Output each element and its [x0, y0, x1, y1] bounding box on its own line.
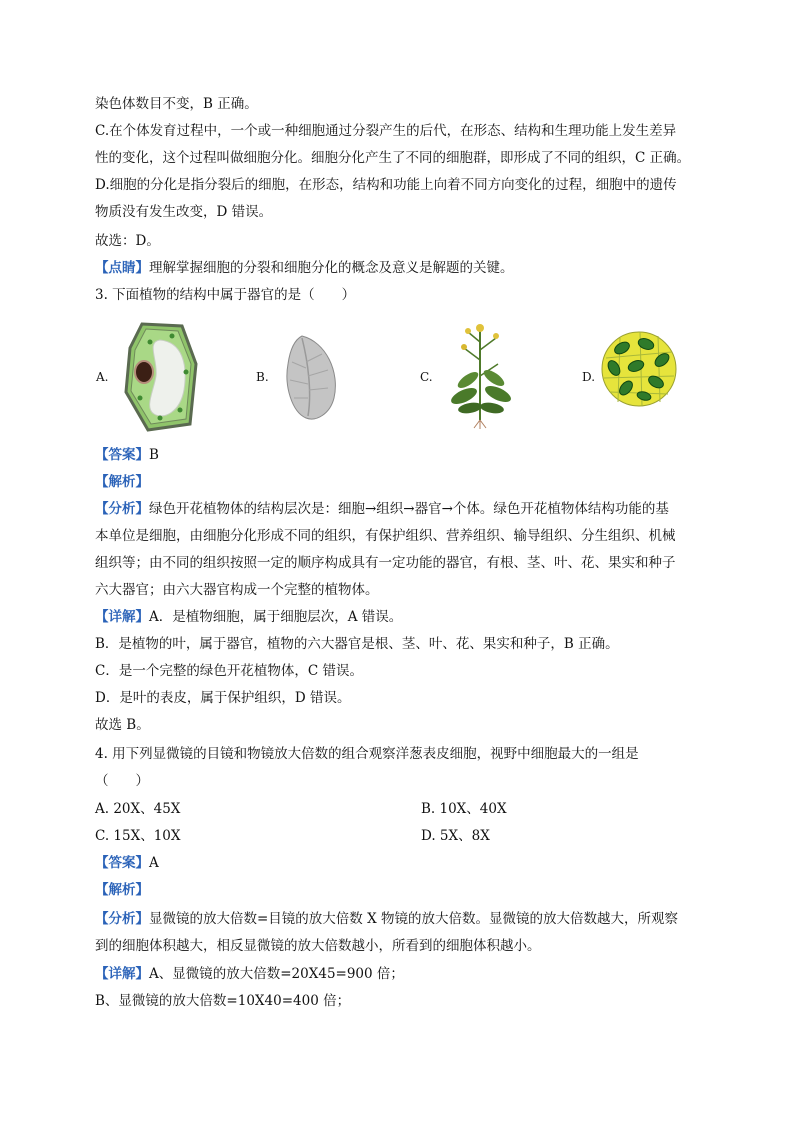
- text-line: C．是一个完整的绿色开花植物体，C 错误。: [95, 663, 363, 679]
- text-line: 六大器官；由六大器官构成一个完整的植物体。: [95, 582, 379, 598]
- dianjing-line: [95, 258, 514, 278]
- option-c-label: C.: [420, 370, 433, 384]
- answer-value: A: [149, 855, 159, 871]
- text-line: D．是叶的表皮，属于保护组织，D 错误。: [95, 690, 351, 706]
- answer-line: [95, 445, 159, 465]
- choice-c: C. 15X、10X: [95, 828, 181, 844]
- jiexi-tag: 【解析】: [95, 882, 149, 898]
- plant-cell-icon: [120, 320, 200, 432]
- fenxi-tag: 【分析】: [95, 911, 149, 927]
- option-b-label: B.: [256, 370, 269, 384]
- whole-plant-icon: [446, 320, 516, 430]
- leaf-epidermis-icon: [600, 330, 678, 408]
- text-line: 物质没有发生改变，D 错误。: [95, 204, 273, 220]
- text-line: 故选 B。: [95, 717, 150, 733]
- text-line: B．是植物的叶，属于器官，植物的六大器官是根、茎、叶、花、果实和种子，B 正确。: [95, 636, 619, 652]
- jiexi-line: [95, 880, 149, 900]
- dianjing-text: 理解掌握细胞的分裂和细胞分化的概念及意义是解题的关键。: [149, 260, 514, 276]
- xiangjie-line: [95, 964, 404, 984]
- question-4-stem: 4. 用下列显微镜的目镜和物镜放大倍数的组合观察洋葱表皮细胞，视野中细胞最大的一组是: [95, 746, 639, 762]
- text-line: 性的变化，这个过程叫做细胞分化。细胞分化产生了不同的细胞群，即形成了不同的组织，C 正确。: [95, 150, 691, 166]
- option-a-label: A.: [96, 370, 109, 384]
- jiexi-line: [95, 472, 149, 492]
- fenxi-tag: 【分析】: [95, 501, 149, 517]
- leaf-icon: [282, 332, 342, 424]
- answer-tag: 【答案】: [95, 855, 149, 871]
- text-line: 到的细胞体积越大，相反显微镜的放大倍数越小，所看到的细胞体积越小。: [95, 938, 541, 954]
- xiangjie-text: A、显微镜的放大倍数=20X45=900 倍；: [149, 966, 404, 982]
- question-3-stem: 3. 下面植物的结构中属于器官的是（ ）: [95, 287, 356, 303]
- option-d-label: D.: [582, 370, 596, 384]
- answer-value: B: [149, 447, 159, 463]
- xiangjie-tag: 【详解】: [95, 609, 149, 625]
- text-line: D.细胞的分化是指分裂后的细胞，在形态，结构和功能上向着不同方向变化的过程，细胞中的遗传: [95, 177, 677, 193]
- question-4-blank: （ ）: [95, 773, 149, 789]
- text-line: 本单位是细胞，由细胞分化形成不同的组织，有保护组织、营养组织、输导组织、分生组织、机械: [95, 528, 676, 544]
- fenxi-text: 绿色开花植物体的结构层次是：细胞→组织→器官→个体。绿色开花植物体结构功能的基: [149, 501, 669, 517]
- answer-line: [95, 853, 159, 873]
- text-line: C.在个体发育过程中，一个或一种细胞通过分裂产生的后代，在形态、结构和生理功能上发生差异: [95, 123, 677, 139]
- fenxi-line: [95, 909, 678, 929]
- text-line: 组织等；由不同的组织按照一定的顺序构成具有一定功能的器官，有根、茎、叶、花、果实和种子: [95, 555, 676, 571]
- fenxi-text: 显微镜的放大倍数=目镜的放大倍数 X 物镜的放大倍数。显微镜的放大倍数越大，所观察: [149, 911, 679, 927]
- jiexi-tag: 【解析】: [95, 474, 149, 490]
- choice-d: D. 5X、8X: [421, 828, 490, 844]
- xiangjie-text: A．是植物细胞，属于细胞层次，A 错误。: [149, 609, 403, 625]
- xiangjie-line: [95, 607, 402, 627]
- text-line: 染色体数目不变，B 正确。: [95, 96, 258, 112]
- dianjing-tag: 【点睛】: [95, 260, 149, 276]
- text-line: 故选：D。: [95, 233, 160, 249]
- xiangjie-tag: 【详解】: [95, 966, 149, 982]
- choice-a: A. 20X、45X: [95, 801, 181, 817]
- answer-tag: 【答案】: [95, 447, 149, 463]
- fenxi-line: [95, 499, 669, 519]
- choice-b: B. 10X、40X: [421, 801, 507, 817]
- text-line: B、显微镜的放大倍数=10X40=400 倍；: [95, 993, 351, 1009]
